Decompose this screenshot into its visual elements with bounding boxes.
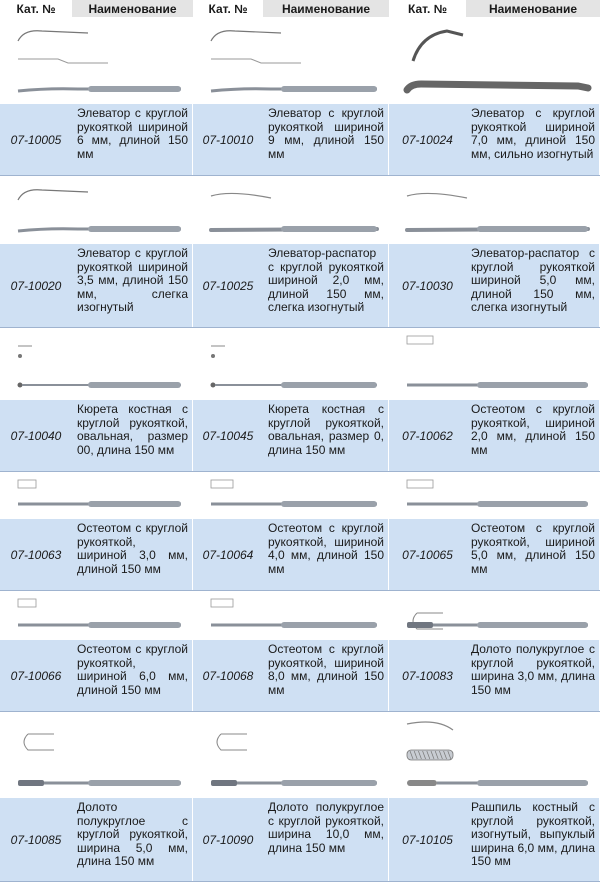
product-name: Рашпиль костный с круглой рукояткой, изогнутый, выпуклый ширина 6,0 мм, длина 150 мм [466,798,600,882]
catalog-number: 07-10045 [193,400,264,472]
product-name: Кюрета костная с круглой рукояткой, овальная, размер 00, длина 150 мм [72,400,193,472]
elevator-raspatory-icon [389,176,600,244]
header-name: Наименование [466,0,600,17]
product-name: Остеотом с круглой рукояткой, шириной 6,0 мм, длиной 150 мм [72,640,193,712]
header-cat-no: Кат. № [389,0,467,17]
gouge-icon [389,591,600,640]
catalog-number: 07-10040 [0,400,73,472]
product-name: Элеватор с круглой рукояткой шириной 9 мм, длиной 150 мм [263,104,389,176]
catalog-number: 07-10068 [193,640,264,712]
elevator-icon [0,17,193,104]
product-name: Элеватор с круглой рукояткой шириной 7,0 мм, длиной 150 мм, сильно изогнутый [466,104,600,176]
product-name: Остеотом с круглой рукояткой, шириной 3,0 мм, длиной 150 мм [72,519,193,591]
osteotome-icon [389,328,600,400]
catalog-number: 07-10090 [193,798,264,882]
catalog-number: 07-10065 [389,519,467,591]
osteotome-icon [193,591,389,640]
elevator-icon [0,176,193,244]
product-name: Элеватор с круглой рукояткой шириной 6 мм, длиной 150 мм [72,104,193,176]
product-name: Остеотом с круглой рукояткой, шириной 8,0 мм, длиной 150 мм [263,640,389,712]
product-name: Долото полукруглое с круглой рукояткой, ширина 5,0 мм, длина 150 мм [72,798,193,882]
row-divider [0,590,600,591]
product-name: Остеотом с круглой рукояткой, шириной 5,0 мм, длиной 150 мм [466,519,600,591]
row-divider [0,711,600,712]
catalog-number: 07-10005 [0,104,73,176]
catalog-number: 07-10010 [193,104,264,176]
product-name: Кюрета костная с круглой рукояткой, овальная, размер 0, длина 150 мм [263,400,389,472]
header-cat-no: Кат. № [193,0,264,17]
osteotome-icon [389,472,600,519]
gouge-icon [193,712,389,798]
catalog-number: 07-10030 [389,244,467,328]
catalog-number: 07-10105 [389,798,467,882]
header-name: Наименование [72,0,194,17]
elevator-icon [193,17,389,104]
row-divider [0,471,600,472]
header-name: Наименование [263,0,390,17]
bone-rasp-icon [389,712,600,798]
catalog-number: 07-10063 [0,519,73,591]
curette-icon [193,328,389,400]
catalog-number: 07-10024 [389,104,467,176]
curved-elevator-icon [389,17,600,104]
catalog-number: 07-10025 [193,244,264,328]
osteotome-icon [193,472,389,519]
catalog-number: 07-10020 [0,244,73,328]
product-name: Элеватор с круглой рукояткой шириной 3,5 мм, длиной 150 мм, слегка изогнутый [72,244,193,328]
catalog-number: 07-10064 [193,519,264,591]
product-name: Долото полукруглое с круглой рукояткой, ширина 10,0 мм, длина 150 мм [263,798,389,882]
gouge-icon [0,712,193,798]
elevator-raspatory-icon [193,176,389,244]
catalog-number: 07-10085 [0,798,73,882]
catalog-number: 07-10066 [0,640,73,712]
osteotome-icon [0,472,193,519]
row-divider [0,175,600,176]
osteotome-icon [0,591,193,640]
product-name: Долото полукруглое с круглой рукояткой, ширина 3,0 мм, длина 150 мм [466,640,600,712]
catalog-number: 07-10062 [389,400,467,472]
product-name: Остеотом с круглой рукояткой, шириной 4,0 мм, длиной 150 мм [263,519,389,591]
product-name: Элеватор-распатор с круглой рукояткой шириной 2,0 мм, длиной 150 мм, слегка изогнутый [263,244,389,328]
product-name: Остеотом с круглой рукояткой, шириной 2,0 мм, длиной 150 мм [466,400,600,472]
product-name: Элеватор-распатор с круглой рукояткой шириной 5,0 мм, длиной 150 мм, слегка изогнутый [466,244,600,328]
catalog-number: 07-10083 [389,640,467,712]
header-cat-no: Кат. № [0,0,73,17]
curette-icon [0,328,193,400]
row-divider [0,327,600,328]
